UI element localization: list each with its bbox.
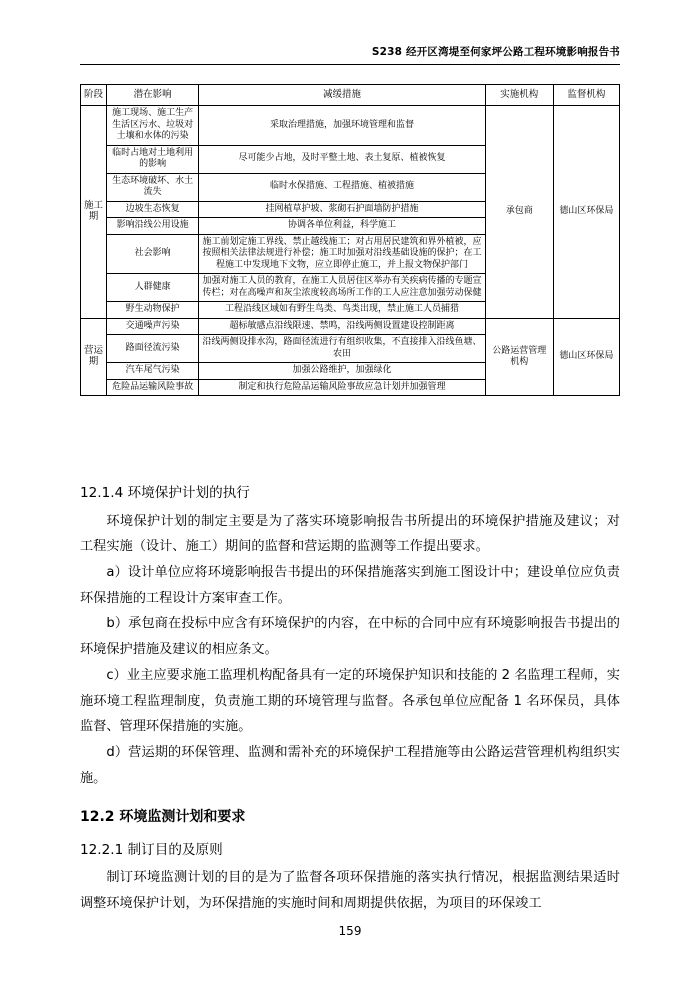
environment-measures-table-wrapper — [80, 84, 620, 396]
cell-measure: 制定和执行危险品运输风险事故应急计划并加强管理 — [199, 379, 486, 396]
cell-measure: 协调各单位利益，科学施工 — [199, 218, 486, 235]
heading-12-2: 12.2 环境监测计划和要求 — [80, 808, 246, 825]
cell-measure: 工程沿线区域如有野生鸟类、鸟类出现，禁止施工人员捕猎 — [199, 302, 486, 319]
cell-stage-construction: 施工期 — [81, 106, 107, 319]
table-row — [81, 318, 620, 335]
col-header-org: 实施机构 — [485, 85, 553, 106]
paragraph-monitoring: 制订环境监测计划的目的是为了监督各项环保措施的落实执行情况，根据监测结果适时调整环境保护计划，为环保措施的实施时间和周期提供依据，为项目的环保竣工 — [80, 870, 620, 912]
header-divider — [80, 64, 620, 65]
cell-impact: 临时占地对土地利用的影响 — [107, 145, 199, 173]
cell-org-contractor: 承包商 — [485, 106, 553, 319]
cell-impact: 生态环境破坏、水土流失 — [107, 173, 199, 201]
paragraph-d: d）营运期的环保管理、监测和需补充的环境保护工程措施等由公路运营管理机构组织实施。 — [80, 745, 620, 786]
table-row — [81, 106, 620, 146]
cell-stage-operation: 营运期 — [81, 318, 107, 396]
cell-impact: 交通噪声污染 — [107, 318, 199, 335]
cell-impact: 施工现场、施工生产生活区污水、垃圾对土壤和水体的污染 — [107, 106, 199, 146]
cell-measure: 临时水保措施、工程措施、植被措施 — [199, 173, 486, 201]
cell-measure: 加强公路维护，加强绿化 — [199, 363, 486, 380]
cell-impact: 人群健康 — [107, 274, 199, 302]
cell-impact: 路面径流污染 — [107, 335, 199, 363]
body-content — [80, 474, 620, 917]
col-header-impact: 潜在影响 — [107, 85, 199, 106]
cell-measure: 加强对施工人员的教育，在施工人员居住区举办有关疾病传播的专题宣传栏；对在高噪声和灰尘浓度较高场所工作的工人应注意加强劳动保健 — [199, 274, 486, 302]
cell-impact: 野生动物保护 — [107, 302, 199, 319]
cell-measure: 采取治理措施，加强环境管理和监督 — [199, 106, 486, 146]
cell-measure: 超标敏感点沿线限速、禁鸣，沿线两侧设置建设控制距离 — [199, 318, 486, 335]
paragraph-intro: 环境保护计划的制定主要是为了落实环境影响报告书所提出的环境保护措施及建议；对工程实施（设计、施工）期间的监督和营运期的监测等工作提出要求。 — [80, 513, 620, 555]
cell-measure: 尽可能少占地，及时平整土地、表土复原、植被恢复 — [199, 145, 486, 173]
col-header-stage: 阶段 — [81, 85, 107, 106]
table-header-row — [81, 85, 620, 106]
page-header: S238 经开区湾堤至何家坪公路工程环境影响报告书 — [371, 46, 620, 58]
col-header-supervisor: 监督机构 — [553, 85, 619, 106]
paragraph-a: a）设计单位应将环境影响报告书提出的环保措施落实到施工图设计中；建设单位应负责环保措施的工程设计方案审查工作。 — [80, 564, 620, 606]
paragraph-b: b）承包商在投标中应含有环境保护的内容，在中标的合同中应有环境影响报告书提出的环境保护措施及建议的相应条文。 — [80, 616, 620, 658]
page-number: 159 — [338, 924, 362, 938]
cell-supervisor-epb: 德山区环保局 — [553, 106, 619, 319]
cell-measure: 施工前划定施工界线、禁止越线施工；对占用居民建筑和界外植被，应按照相关法律法规进行补偿；施工时加强对沿线基础设施的保护；在工程施工中发现地下文物，应立即停止施工，并上报文物保护部门 — [199, 234, 486, 274]
cell-measure: 挂网植草护坡、浆砌石护面墙防护措施 — [199, 201, 486, 218]
cell-impact: 边坡生态恢复 — [107, 201, 199, 218]
heading-12-1-4: 12.1.4 环境保护计划的执行 — [80, 485, 250, 501]
paragraph-c: c）业主应要求施工监理机构配备具有一定的环境保护知识和技能的 2 名监理工程师，实施环境工程监理制度，负责施工期的环境管理与监督。各承包单位应配备 1 名环保员，具体监督、管理环保措施的实施。 — [80, 667, 620, 735]
cell-impact: 社会影响 — [107, 234, 199, 274]
heading-12-2-1: 12.2.1 制订目的及原则 — [80, 841, 223, 858]
col-header-measure: 减缓措施 — [199, 85, 486, 106]
environment-measures-table — [80, 84, 620, 396]
cell-impact: 危险品运输风险事故 — [107, 379, 199, 396]
cell-supervisor-epb-2: 德山区环保局 — [553, 318, 619, 396]
cell-measure: 沿线两侧设排水沟，路面径流进行有组织收集，不直接排入沿线鱼塘、农田 — [199, 335, 486, 363]
cell-impact: 汽车尾气污染 — [107, 363, 199, 380]
cell-impact: 影响沿线公用设施 — [107, 218, 199, 235]
cell-org-operator: 公路运营管理机构 — [485, 318, 553, 396]
